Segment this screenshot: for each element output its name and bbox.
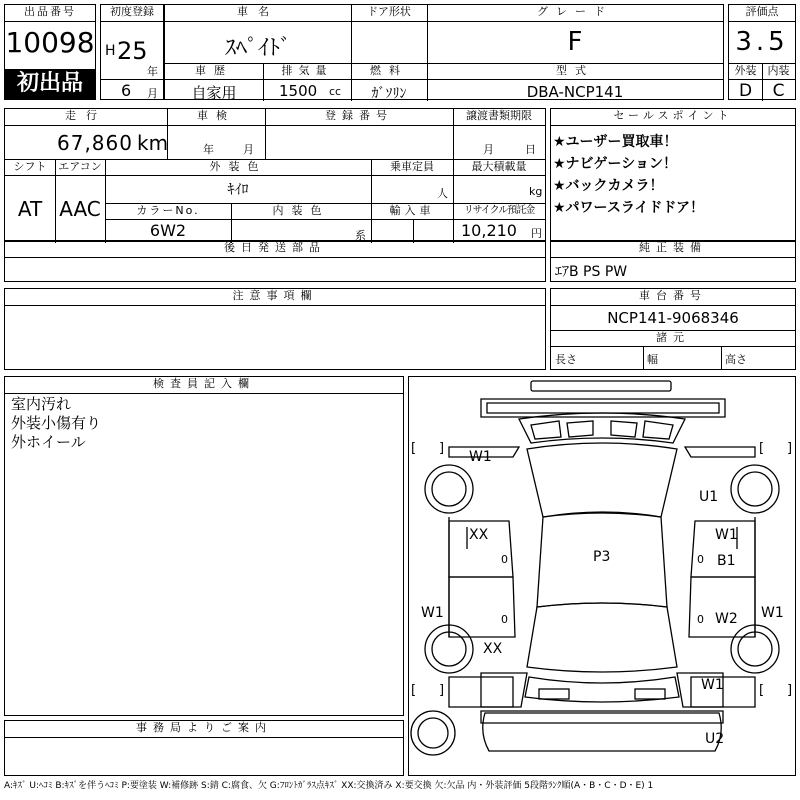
mileage-label: 走行	[65, 109, 107, 122]
mark-p3-roof: P3	[593, 549, 611, 565]
dims-label: 諸元	[656, 331, 690, 344]
sales-point-3: ★バックカメラ！	[553, 178, 664, 194]
recycle-unit: 円	[531, 227, 542, 240]
car-outline-drawing	[409, 377, 795, 775]
car-name-label: 車名	[237, 5, 279, 18]
score-label: 評価点	[745, 5, 779, 18]
reg-label: 初度登録	[110, 5, 154, 18]
mark-0-right-rear: 0	[697, 613, 704, 626]
sales-point-2: ★ナビゲーション！	[553, 156, 677, 172]
dims-width: 幅	[647, 353, 658, 366]
displacement-label: 排気量	[281, 64, 333, 77]
dims-length: 長さ	[555, 353, 577, 366]
mark-w1-right-front: W1	[715, 527, 738, 543]
mileage-unit: km	[137, 131, 169, 155]
capacity-label: 乗車定員	[390, 160, 434, 173]
mark-w1-left-rear: W1	[421, 605, 444, 621]
recycle-value: 10,210	[461, 221, 517, 240]
sales-point-4: ★パワースライドドア！	[553, 200, 705, 216]
mark-0-right-front: 0	[697, 553, 704, 566]
lot-label: 出品番号	[24, 5, 76, 18]
inspector-line-1: 室内汚れ	[11, 395, 72, 413]
reg-box	[100, 4, 164, 100]
bracket-rf-open: [	[759, 441, 765, 456]
mark-w1-front-left: W1	[469, 449, 492, 465]
chassis-box	[550, 288, 796, 370]
damage-legend: A:ｷｽﾞ U:ﾍｺﾐ B:ｷｽﾞを伴うﾍｺﾐ P:要塗装 W:補修跡 S:錆 C:腐食、欠 G:ﾌﾛﾝﾄｶﾞﾗｽ点ｷｽﾞ XX:交換済み X:要交換 欠:欠品 内・外装評価 5段階ﾗﾝｸ順(A・B・C・D・E) 1	[4, 781, 654, 791]
bracket-rr-open: [	[759, 683, 765, 698]
later-parts-box	[4, 240, 546, 282]
color-value: ｷｲﾛ	[227, 182, 249, 198]
interior-score: C	[772, 81, 785, 101]
mark-u1: U1	[699, 489, 719, 505]
inspector-line-2: 外装小傷有り	[11, 414, 102, 432]
bracket-rf-close: ]	[787, 441, 793, 456]
grade-value: F	[567, 27, 583, 57]
grade-label: グレード	[537, 5, 613, 18]
ac-value: AAC	[59, 197, 101, 221]
reg-year: 25	[117, 37, 148, 65]
plate-label: 登録番号	[325, 109, 393, 122]
inspection-label: 車検	[197, 109, 235, 122]
shift-value: AT	[17, 197, 43, 221]
notes-label: 注意事項欄	[232, 289, 318, 302]
mark-0-left-front: 0	[501, 553, 508, 566]
transfer-month-unit: 月	[483, 143, 494, 156]
mark-w2: W2	[715, 611, 738, 627]
later-parts-label: 後日発送部品	[224, 241, 326, 254]
exterior-score: D	[738, 81, 753, 101]
mark-w1-right-rear: W1	[761, 605, 784, 621]
load-label: 最大積載量	[471, 160, 527, 173]
load-unit: kg	[529, 185, 543, 198]
mark-xx-left-rear: XX	[483, 641, 503, 657]
fuel-value: ｶﾞｿﾘﾝ	[371, 86, 407, 102]
reg-month: 6	[121, 81, 132, 100]
notes-box	[4, 288, 546, 370]
car-diagram	[408, 376, 796, 776]
inspection-month-unit: 月	[243, 143, 254, 156]
ac-label: エアコン	[58, 160, 102, 173]
chassis-label: 車台番号	[639, 289, 707, 302]
capacity-unit: 人	[437, 187, 448, 200]
model-label: 型式	[556, 64, 594, 77]
displacement-unit: cc	[329, 85, 342, 98]
bracket-lf-close: ]	[439, 441, 445, 456]
office-box	[4, 720, 404, 776]
transfer-day-unit: 日	[525, 143, 536, 156]
interior-color-label: 内装色	[272, 204, 330, 217]
mark-0-left-rear: 0	[501, 613, 508, 626]
sales-points-label: セールスポイント	[613, 109, 733, 122]
car-name: ｽﾍﾟｲﾄﾞ	[224, 36, 291, 61]
inspection-year-unit: 年	[203, 143, 214, 156]
fuel-label: 燃料	[370, 64, 408, 77]
office-label: 事務局よりご案内	[136, 721, 272, 734]
displacement-value: 1500	[279, 82, 318, 100]
equipment-box	[550, 240, 796, 282]
transfer-label: 譲渡書類期限	[466, 109, 532, 122]
vehicle-detail-box	[4, 108, 546, 242]
model-value: DBA-NCP141	[526, 83, 624, 101]
sales-point-1: ★ユーザー買取車！	[553, 134, 678, 150]
bracket-lr-close: ]	[439, 683, 445, 698]
color-no-label: カラーNo.	[136, 204, 200, 217]
door-label: ドア形状	[367, 5, 411, 18]
import-label: 輸入車	[389, 204, 435, 217]
lot-number: 10098	[5, 26, 95, 59]
inspector-label: 検査員記入欄	[153, 377, 255, 390]
mark-b1: B1	[717, 553, 736, 569]
history-label: 車歴	[195, 64, 233, 77]
color-label: 外装色	[209, 160, 267, 173]
reg-era: H	[105, 43, 116, 59]
score-box	[728, 4, 796, 100]
car-info-box	[164, 4, 724, 100]
interior-color-unit: 系	[355, 229, 366, 242]
interior-label: 内装	[767, 64, 790, 77]
lot-box	[4, 4, 96, 100]
bracket-lr-open: [	[411, 683, 417, 698]
history-value: 自家用	[191, 84, 237, 102]
mark-xx-left-front: XX	[469, 527, 489, 543]
chassis-number: NCP141-9068346	[607, 309, 739, 327]
color-no-value: 6W2	[149, 221, 187, 240]
sales-points-box	[550, 108, 796, 242]
score-value: 3.5	[735, 27, 789, 57]
inspector-box	[4, 376, 404, 716]
bracket-rr-close: ]	[787, 683, 793, 698]
mark-u2: U2	[705, 731, 725, 747]
inspector-line-3: 外ホイール	[11, 433, 86, 451]
mileage-value: 67,860	[57, 131, 133, 155]
dims-height: 高さ	[725, 353, 747, 366]
first-listing-text: 初出品	[16, 71, 83, 96]
reg-year-unit: 年	[147, 65, 158, 78]
bracket-lf-open: [	[411, 441, 417, 456]
mark-w1-tail: W1	[701, 677, 724, 693]
equipment-value: ｴｱB PS PW	[555, 264, 628, 280]
shift-label: シフト	[13, 160, 47, 173]
reg-month-unit: 月	[147, 87, 158, 100]
recycle-label: リサイクル預託金	[463, 205, 535, 216]
exterior-label: 外装	[734, 64, 757, 77]
equipment-label: 純正装備	[639, 241, 707, 254]
